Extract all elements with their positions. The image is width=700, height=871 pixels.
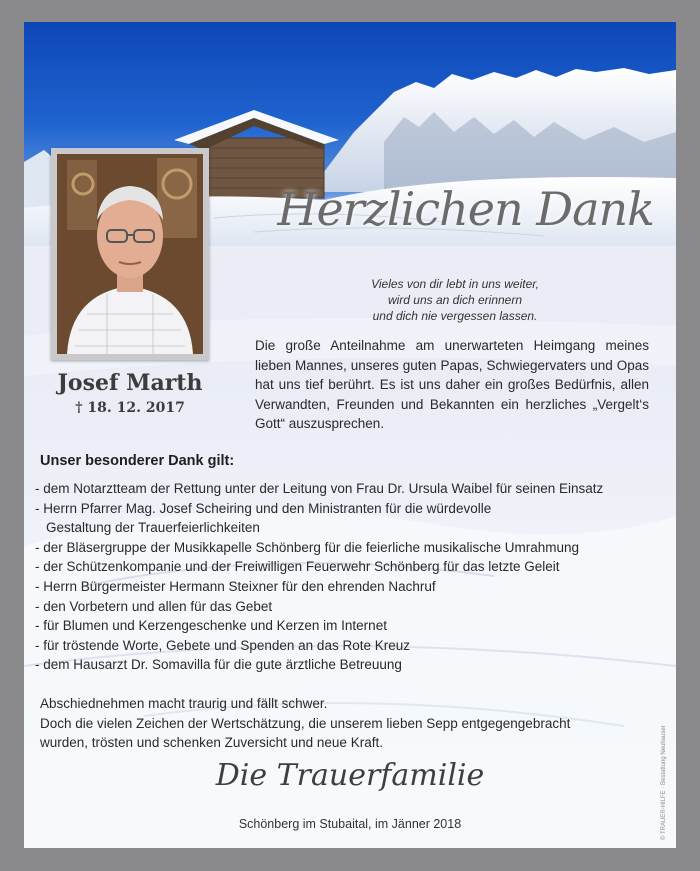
thanks-heading: Unser besonderer Dank gilt: [40, 453, 235, 469]
list-item: Gestaltung der Trauerfeierlichkeiten [46, 520, 260, 536]
closing-line: Abschiednehmen macht traurig und fällt schwer. [40, 696, 328, 711]
obituary-card [24, 22, 676, 848]
list-item: - der Schützenkompanie und der Freiwilligen Feuerwehr Schönberg für das letzte Geleit [35, 559, 560, 575]
closing-line: wurden, trösten und schenken Zuversicht und neue Kraft. [40, 735, 383, 751]
closing-line: Doch die vielen Zeichen der Wertschätzung, die unserem lieben Sepp entgegengebracht [40, 715, 571, 731]
list-item: - dem Notarztteam der Rettung unter der Leitung von Frau Dr. Ursula Waibel für seinen Einsatz [35, 481, 604, 496]
deceased-name: Josef Marth [57, 370, 203, 396]
quote-line: Vieles von dir lebt in uns weiter, [371, 277, 539, 291]
list-item: - Herrn Bürgermeister Hermann Steixner für den ehrenden Nachruf [35, 578, 436, 594]
herzlichen-dank-title: Herzlichen Dank [277, 182, 654, 236]
list-item: - den Vorbetern und allen für das Gebet [35, 598, 273, 614]
portrait-photo-frame [51, 148, 209, 360]
quote-line: wird uns an dich erinnern [387, 293, 523, 307]
closing-paragraph [40, 694, 650, 753]
credit-note: © TRAUER-HILFE · Bestattung Neuhauser [661, 725, 667, 840]
quote-line: und dich nie vergessen lassen. [372, 309, 538, 323]
memorial-quote [320, 276, 590, 324]
list-item: - für Blumen und Kerzengeschenke und Kerzen im Internet [35, 618, 387, 634]
list-item: - dem Hausarzt Dr. Somavilla für die gute ärztliche Betreuung [35, 657, 402, 673]
thanks-list [35, 479, 665, 675]
list-item: - Herrn Pfarrer Mag. Josef Scheiring und den Ministranten für die würdevolle [35, 500, 492, 516]
family-signature: Die Trauerfamilie [215, 758, 485, 793]
place-date: Schönberg im Stubaital, im Jänner 2018 [238, 817, 462, 831]
portrait-photo [57, 154, 203, 354]
list-item: - für tröstende Worte, Gebete und Spenden an das Rote Kreuz [35, 637, 410, 653]
intro-paragraph: Die große Anteilnahme am unerwarteten Heimgang meines lieben Mannes, unseres guten Papas, Schwiegervaters und Opas hat uns tief berührt. Es ist uns daher ein großes Bedürfnis, allen Verwandten, Freunden und Bekannten ein herzliches „Vergelt‘s Gott“ auszusprechen. [255, 338, 649, 432]
death-date: † 18. 12. 2017 [75, 400, 185, 416]
list-item: - der Bläsergruppe der Musikkapelle Schönberg für die feierliche musikalische Umrahmung [35, 539, 580, 555]
